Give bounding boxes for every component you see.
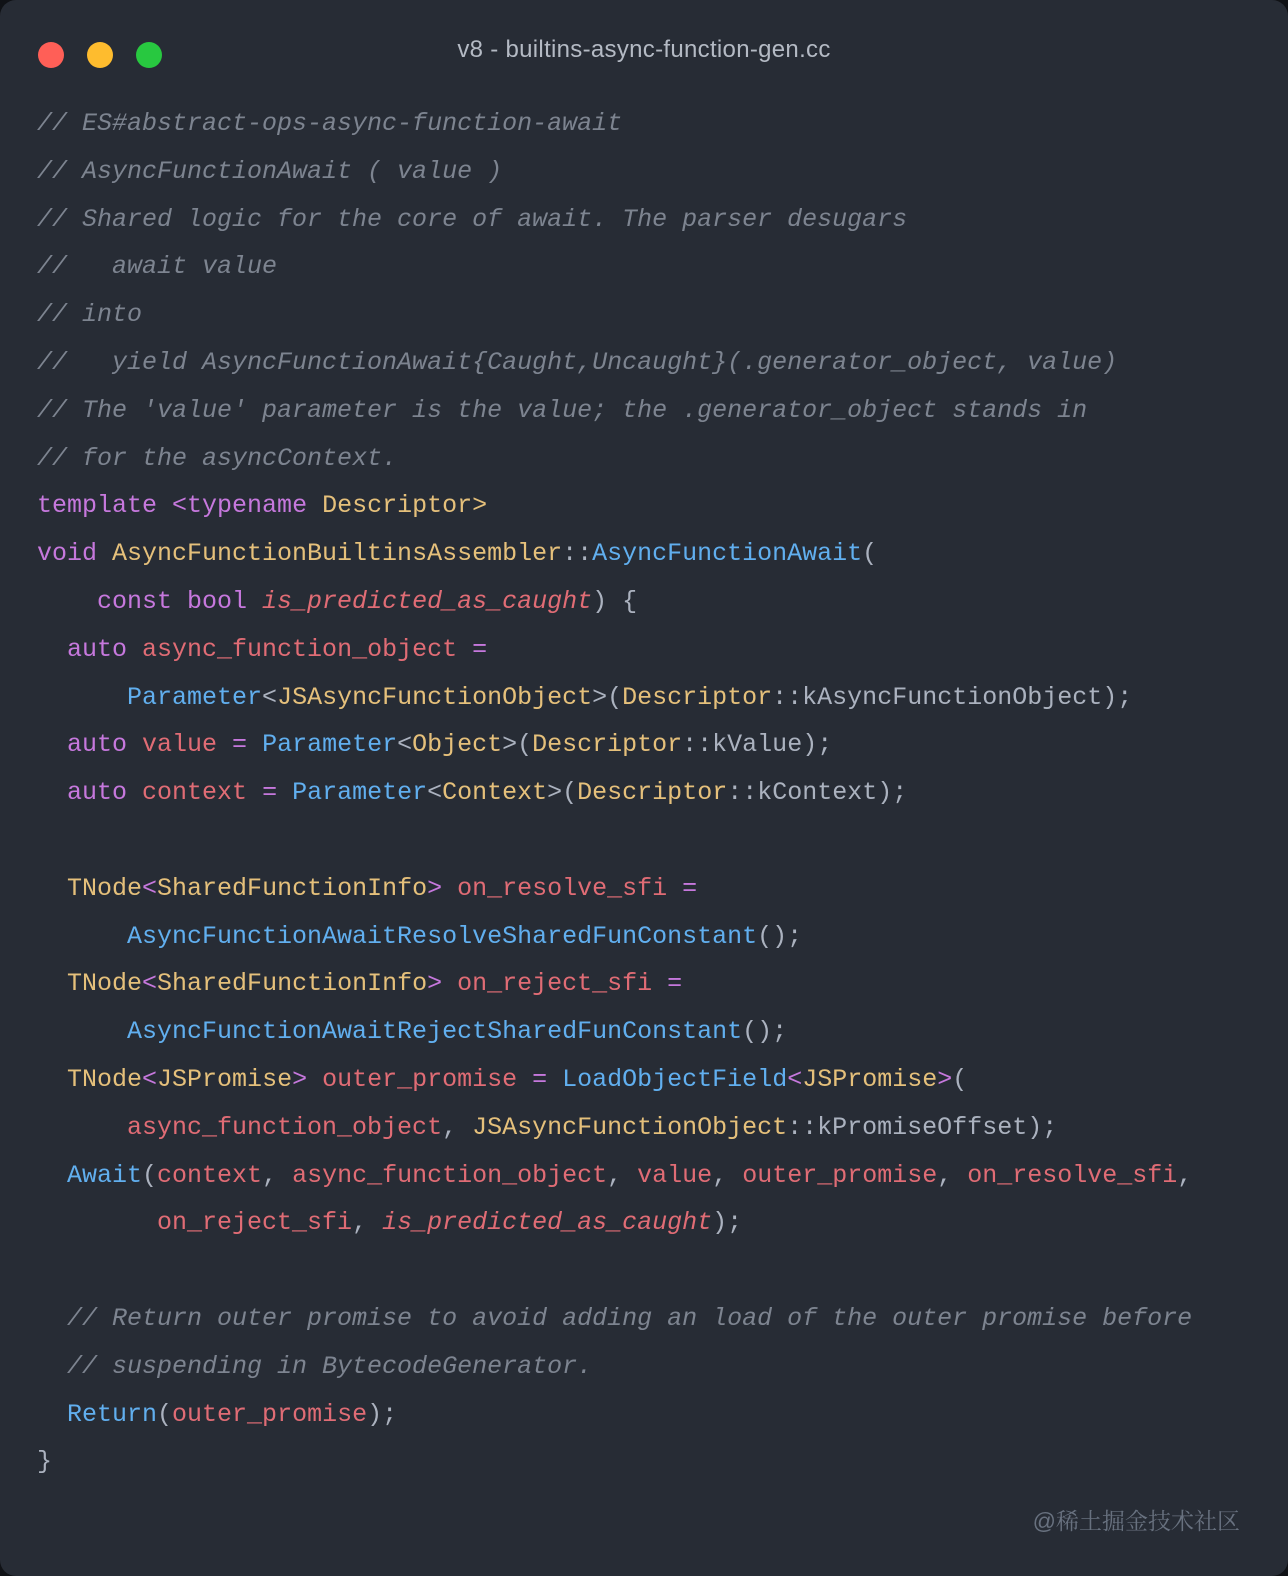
code-line: auto context = Parameter<Context>(Descriptor::kContext);	[67, 778, 908, 808]
code-line: Parameter<JSAsyncFunctionObject>(Descriptor::kAsyncFunctionObject);	[127, 682, 1133, 712]
code-line: auto value = Parameter<Object>(Descriptor::kValue);	[67, 730, 833, 760]
close-button[interactable]	[38, 42, 64, 68]
code-line: void AsyncFunctionBuiltinsAssembler::AsyncFunctionAwait(	[37, 539, 878, 569]
code-line: AsyncFunctionAwaitRejectSharedFunConstant();	[127, 1017, 788, 1047]
code-line: // Return outer promise to avoid adding an load of the outer promise before	[37, 1303, 1193, 1333]
code-line: // AsyncFunctionAwait ( value )	[37, 156, 503, 186]
code-line: // into	[37, 300, 143, 330]
code-line: // await value	[37, 252, 278, 282]
code-line: template <typename Descriptor>	[37, 491, 488, 521]
window-controls	[38, 42, 162, 68]
code-line: on_reject_sfi, is_predicted_as_caught);	[157, 1208, 743, 1238]
code-line	[37, 1247, 1278, 1295]
code-content	[37, 100, 1278, 1486]
code-line: TNode<JSPromise> outer_promise = LoadObjectField<JSPromise>(	[67, 1064, 968, 1094]
code-line: Return(outer_promise);	[67, 1399, 398, 1429]
watermark: @稀土掘金技术社区	[1032, 1508, 1240, 1534]
code-line: AsyncFunctionAwaitResolveSharedFunConstant();	[127, 921, 803, 951]
window-title: v8 - builtins-async-function-gen.cc	[457, 36, 831, 63]
code-line: // ES#abstract-ops-async-function-await	[37, 109, 623, 138]
code-line: }	[37, 1447, 53, 1477]
code-line: async_function_object, JSAsyncFunctionObject::kPromiseOffset);	[127, 1112, 1058, 1142]
code-line	[37, 817, 1278, 865]
code-line: // The 'value' parameter is the value; the .generator_object stands in	[37, 395, 1088, 425]
code-line: const bool is_predicted_as_caught) {	[97, 586, 638, 616]
code-line: // for the asyncContext.	[37, 443, 398, 473]
code-line: auto async_function_object =	[67, 634, 488, 664]
title-bar	[0, 0, 1288, 100]
minimize-button[interactable]	[87, 42, 113, 68]
code-line: Await(context, async_function_object, value, outer_promise, on_resolve_sfi,	[67, 1160, 1193, 1190]
code-line: TNode<SharedFunctionInfo> on_resolve_sfi =	[67, 873, 698, 903]
code-line: TNode<SharedFunctionInfo> on_reject_sfi =	[67, 969, 683, 999]
code-line: // suspending in BytecodeGenerator.	[37, 1351, 593, 1381]
code-line: // Shared logic for the core of await. The parser desugars	[37, 204, 908, 234]
zoom-button[interactable]	[136, 42, 162, 68]
code-line: // yield AsyncFunctionAwait{Caught,Uncaught}(.generator_object, value)	[37, 347, 1118, 377]
